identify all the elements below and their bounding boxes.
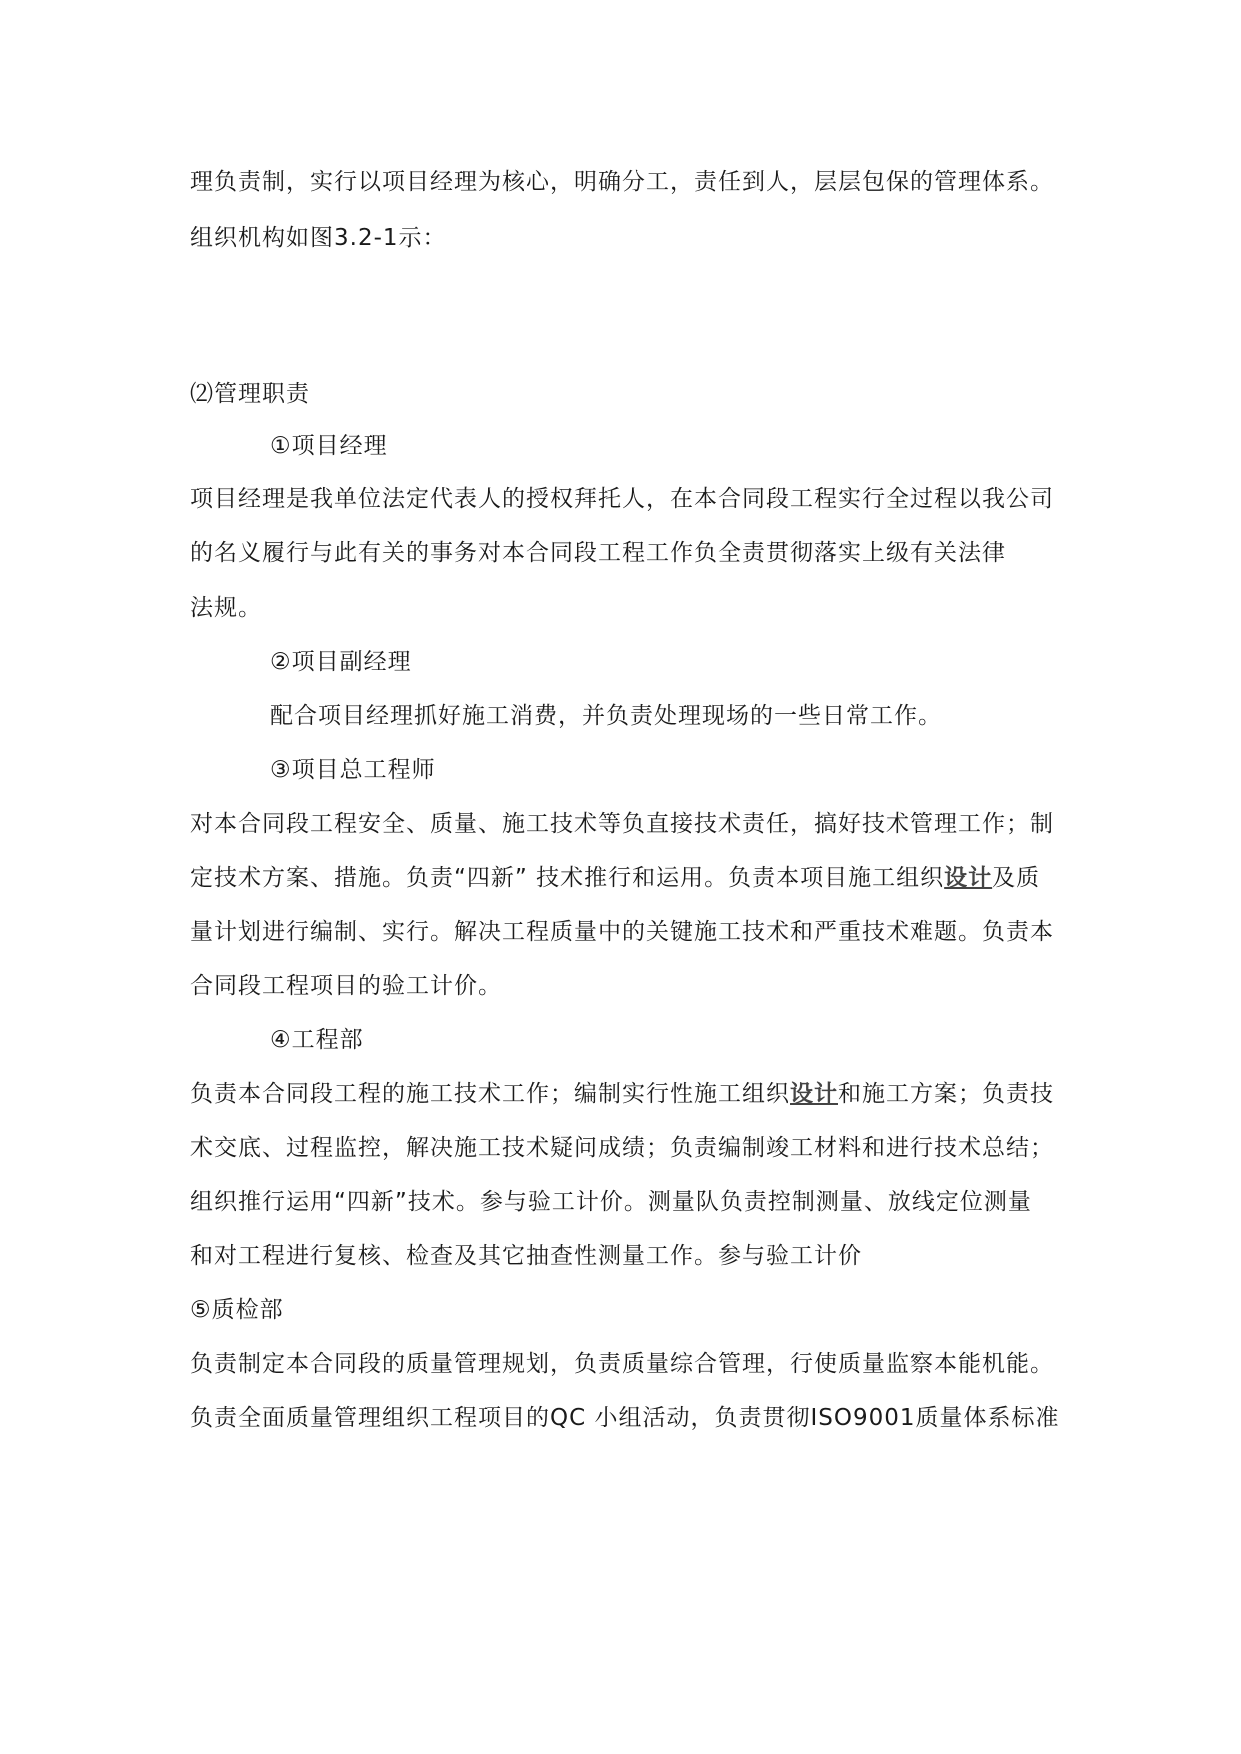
intro-line-2: 组织机构如图3.2-1示： [190, 225, 447, 251]
text-segment: 及质 [992, 865, 1041, 891]
heading-chief-engineer: ③项目总工程师 [270, 757, 436, 783]
paragraph-line: 合同段工程项目的验工计价。 [190, 973, 502, 999]
paragraph-line [190, 1075, 1054, 1108]
paragraph-line: 对本合同段工程安全、质量、施工技术等负直接技术责任，搞好技术管理工作；制 [190, 811, 1054, 837]
text-segment: 定技术方案、措施。负责“四新” 技术推行和运用。负责本项目施工组织 [190, 865, 945, 891]
underlined-term: 设计 [944, 865, 993, 891]
text-segment: 负责本合同段工程的施工技术工作；编制实行性施工组织 [190, 1081, 790, 1107]
section-heading: ⑵管理职责 [190, 381, 310, 407]
paragraph-line: 法规。 [190, 595, 262, 621]
paragraph-line: 术交底、过程监控，解决施工技术疑问成绩；负责编制竣工材料和进行技术总结； [190, 1135, 1054, 1161]
text-segment: 和施工方案；负责技 [838, 1081, 1054, 1107]
heading-deputy-manager: ②项目副经理 [270, 649, 412, 675]
paragraph-line: 量计划进行编制、实行。解决工程质量中的关键施工技术和严重技术难题。负责本 [190, 919, 1054, 945]
intro-line-1: 理负责制，实行以项目经理为核心，明确分工，责任到人，层层包保的管理体系。 [190, 169, 1054, 195]
paragraph-line: 负责全面质量管理组织工程项目的QC 小组活动，负责贯彻ISO9001质量体系标准 [190, 1405, 1060, 1431]
underlined-term: 设计 [790, 1081, 838, 1107]
paragraph-line: 组织推行运用“四新”技术。参与验工计价。测量队负责控制测量、放线定位测量 [190, 1189, 1032, 1215]
heading-quality-dept: ⑤质检部 [190, 1297, 284, 1323]
paragraph-line: 项目经理是我单位法定代表人的授权拜托人，在本合同段工程实行全过程以我公司 [190, 486, 1054, 512]
heading-engineering-dept: ④工程部 [270, 1027, 364, 1053]
paragraph-line [190, 859, 1040, 892]
heading-project-manager: ①项目经理 [270, 433, 388, 459]
paragraph-line: 配合项目经理抓好施工消费，并负责处理现场的一些日常工作。 [270, 703, 942, 729]
paragraph-line: 和对工程进行复核、检查及其它抽查性测量工作。参与验工计价 [190, 1243, 862, 1269]
paragraph-line: 负责制定本合同段的质量管理规划，负责质量综合管理，行使质量监察本能机能。 [190, 1351, 1054, 1377]
paragraph-line: 的名义履行与此有关的事务对本合同段工程工作负全责贯彻落实上级有关法律 [190, 540, 1006, 566]
